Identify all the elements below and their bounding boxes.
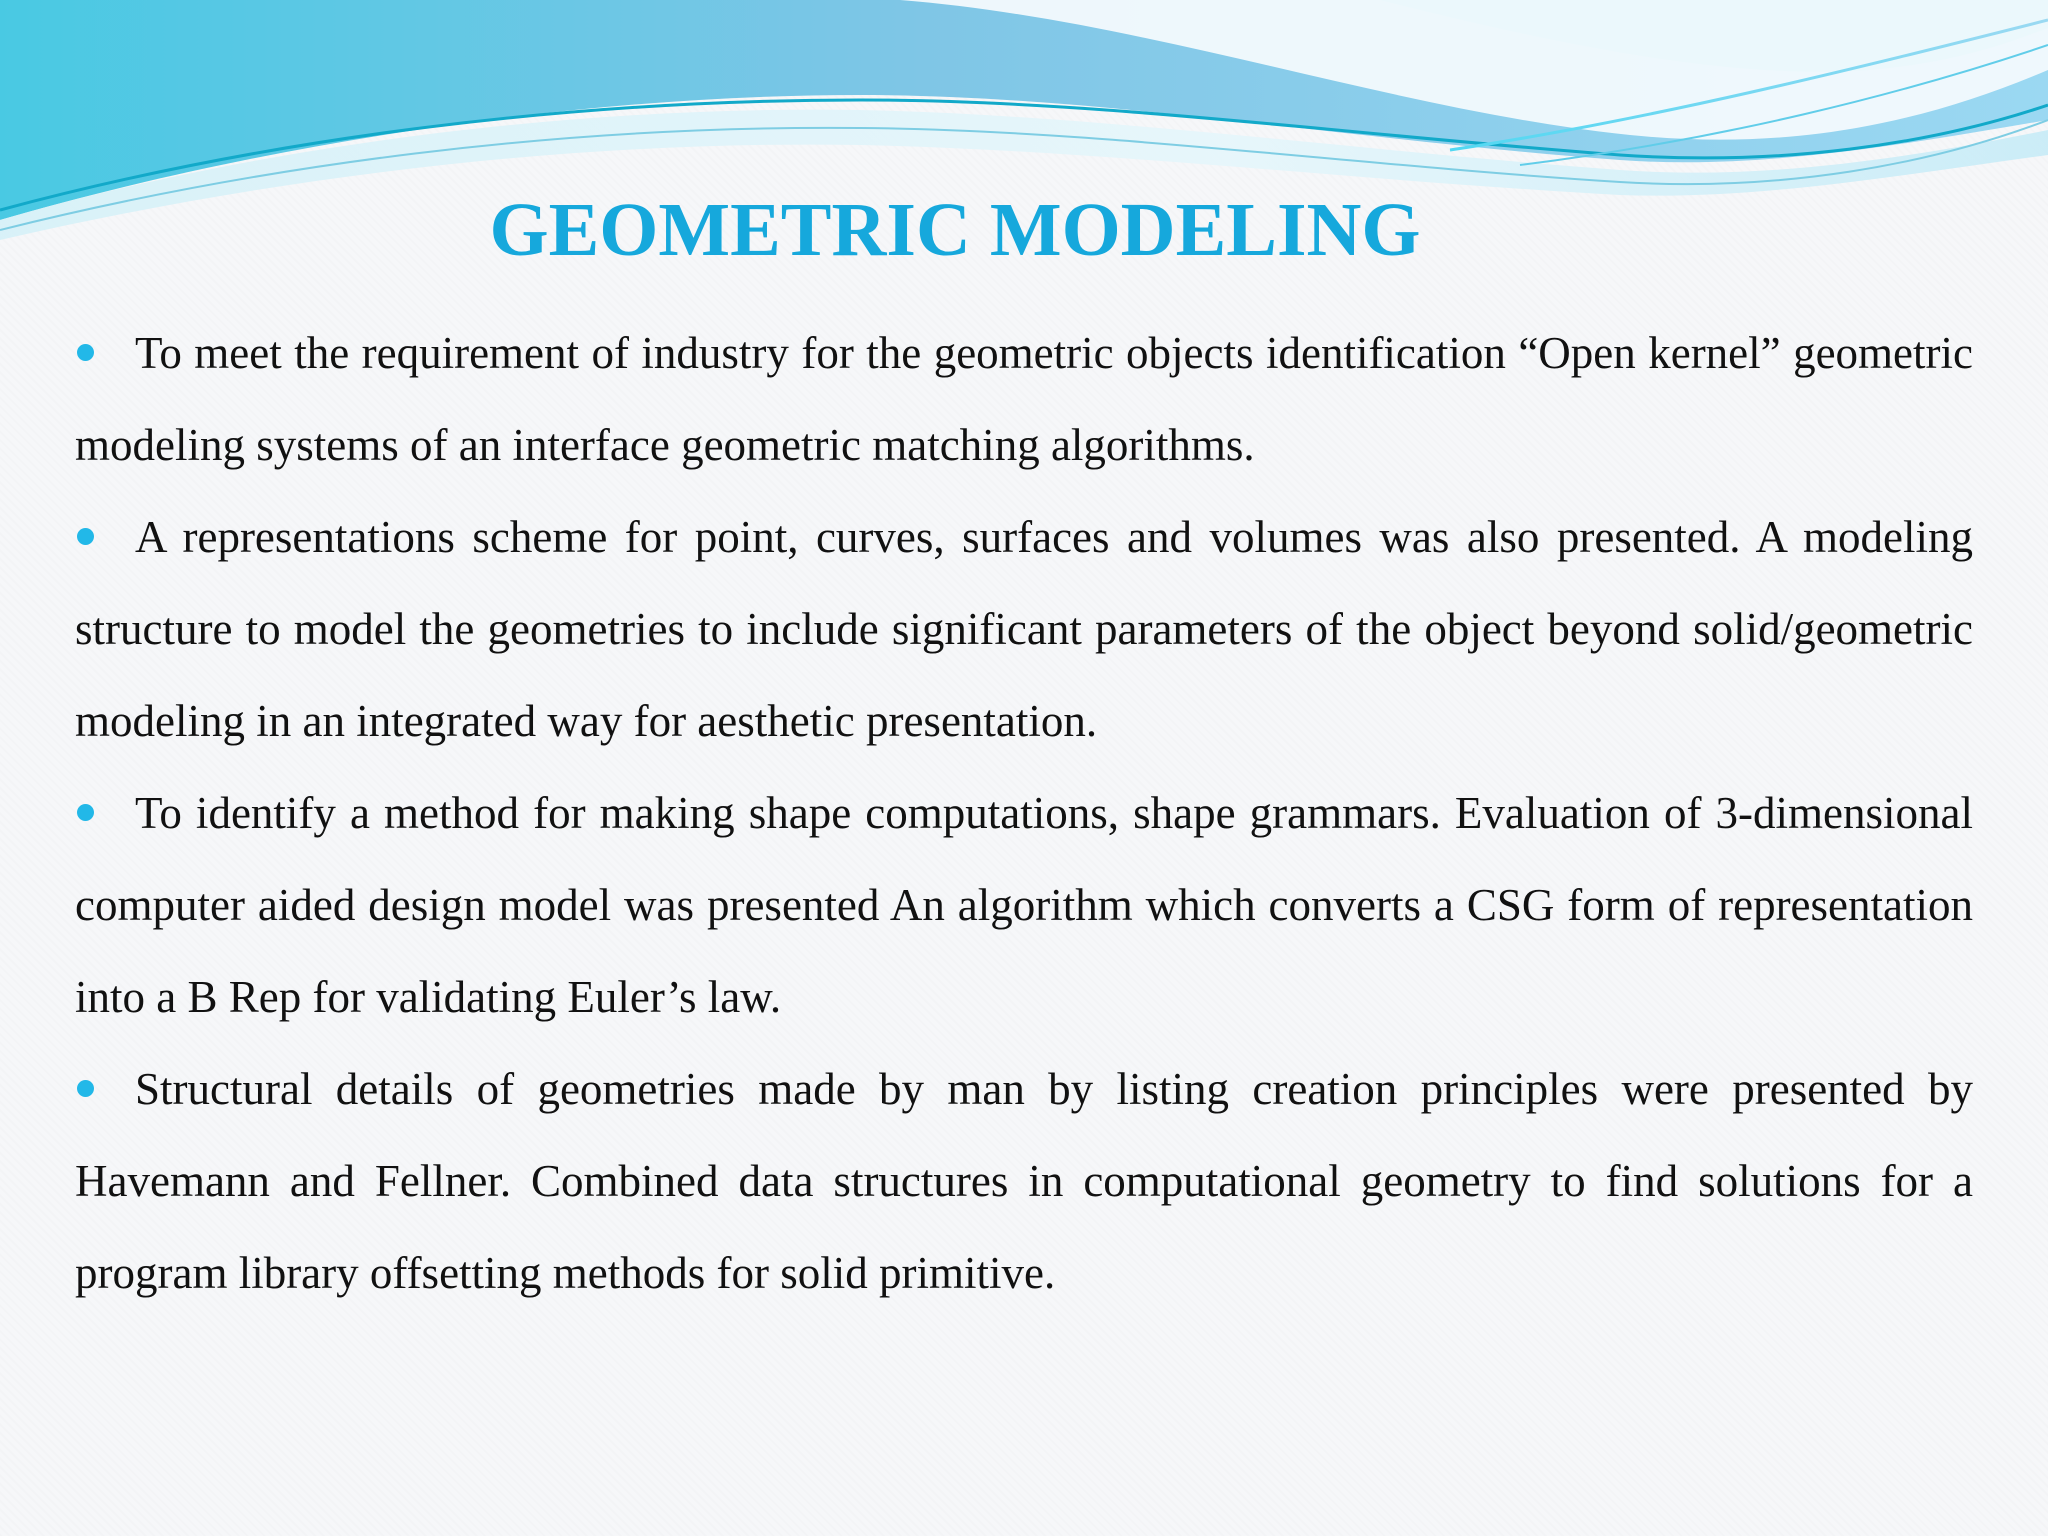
bullet-item-3: [75, 767, 1973, 1043]
bullet-dot-icon: [77, 804, 94, 821]
bullet-dot-icon: [77, 344, 94, 361]
bullet-text: To identify a method for making shape computations, shape grammars. Evaluation of 3-dimensional computer aided design model was presented An algorithm which converts a CSG form of representation into a B Rep for validating Euler’s law.: [75, 788, 1973, 1022]
bullet-text: To meet the requirement of industry for the geometric objects identification “Open kernel” geometric modeling systems of an interface geometric matching algorithms.: [75, 328, 1973, 470]
bullet-dot-icon: [77, 1080, 94, 1097]
bullet-dot-icon: [77, 528, 94, 545]
bullet-text: A representations scheme for point, curves, surfaces and volumes was also presented. A modeling structure to model the geometries to include significant parameters of the object beyond solid/geometric modeling in an integrated way for aesthetic presentation.: [75, 512, 1973, 746]
bullet-text: Structural details of geometries made by man by listing creation principles were presented by Havemann and Fellner. Combined data structures in computational geometry to find solutions for a program library offsetting methods for solid primitive.: [75, 1064, 1973, 1298]
bullet-item-2: [75, 491, 1973, 767]
slide-title: GEOMETRIC MODELING: [489, 188, 1421, 272]
bullet-item-1: [75, 307, 1973, 491]
bullet-item-4: [75, 1043, 1973, 1319]
bullet-list: [75, 307, 1973, 1319]
